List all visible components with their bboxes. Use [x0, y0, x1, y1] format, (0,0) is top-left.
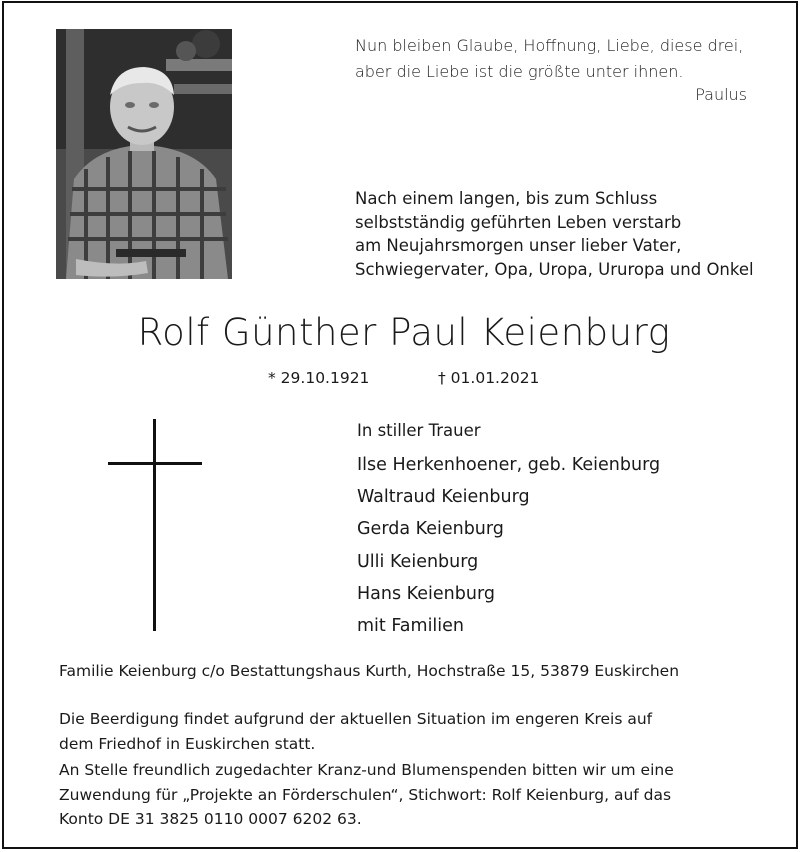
intro-line: am Neujahrsmorgen unser lieber Vater, [355, 236, 682, 255]
cross-icon [108, 419, 204, 633]
mourners-list [357, 419, 660, 642]
death-date: † 01.01.2021 [438, 369, 540, 387]
quote-line: aber die Liebe ist die größte unter ihnen. [355, 62, 684, 81]
deceased-name: Rolf Günther Paul Keienburg [137, 311, 671, 354]
birth-date: * 29.10.1921 [268, 369, 370, 387]
quote-line: Nun bleiben Glaube, Hoffnung, Liebe, diese drei, [355, 36, 744, 55]
portrait-image [56, 29, 232, 279]
funeral-notes [59, 707, 749, 832]
family-address: Familie Keienburg c/o Bestattungshaus Kurth, Hochstraße 15, 53879 Euskirchen [59, 662, 680, 680]
mourner-name: Hans Keienburg [357, 583, 495, 604]
death-announcement-text [355, 187, 775, 281]
obituary-card [2, 1, 798, 849]
donation-line: An Stelle freundlich zugedachter Kranz-und Blumenspenden bitten wir um eine [59, 761, 674, 779]
donation-info [59, 758, 749, 832]
donation-line: Konto DE 31 3825 0110 0007 6202 63. [59, 810, 362, 828]
mourner-name: mit Familien [357, 616, 465, 637]
mourner-name: Gerda Keienburg [357, 519, 504, 540]
mourner-name: Waltraud Keienburg [357, 487, 530, 508]
funeral-line: dem Friedhof in Euskirchen statt. [59, 734, 316, 753]
donation-line: Zuwendung für „Projekte an Förderschulen“, Stichwort: Rolf Keienburg, auf das [59, 785, 672, 804]
intro-line: Nach einem langen, bis zum Schluss [355, 189, 658, 208]
mourners-lead: In stiller Trauer [357, 421, 481, 440]
intro-line: selbstständig geführten Leben verstarb [355, 212, 682, 232]
bible-quote [355, 33, 755, 108]
portrait-photo [56, 29, 232, 279]
mourner-name: Ulli Keienburg [357, 551, 479, 572]
mourner-name: Ilse Herkenhoener, geb. Keienburg [357, 455, 661, 475]
intro-line: Schwiegervater, Opa, Uropa, Ururopa und Onkel [355, 259, 754, 279]
funeral-info [59, 707, 749, 756]
quote-author: Paulus [695, 85, 747, 104]
funeral-line: Die Beerdigung findet aufgrund der aktuellen Situation im engeren Kreis auf [59, 710, 653, 728]
